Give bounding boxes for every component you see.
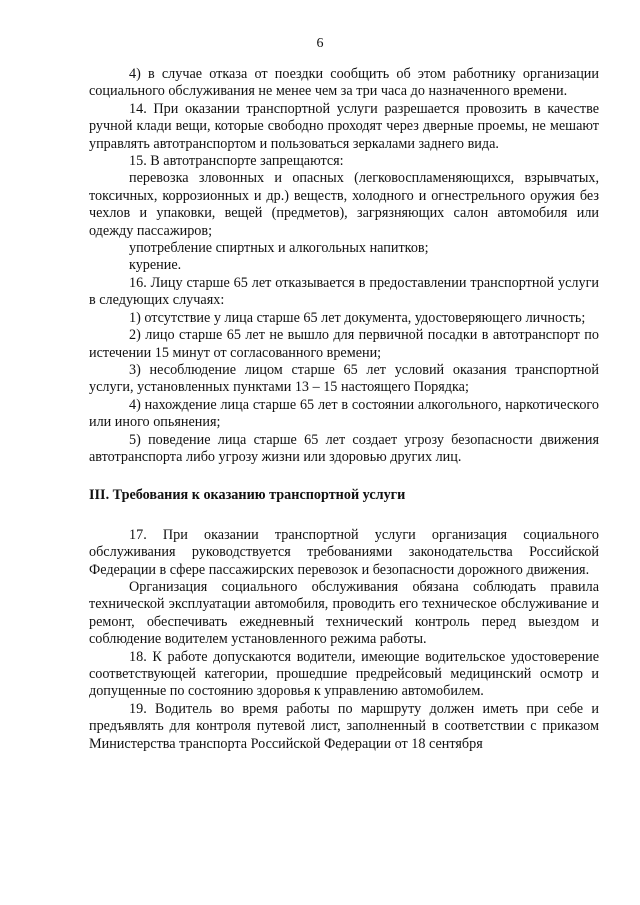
paragraph: 4) в случае отказа от поездки сообщить об этом работнику организации социального обслуживания не менее чем за три часа до назначенного времени. — [89, 66, 599, 100]
paragraph: 2) лицо старше 65 лет не вышло для первичной посадки в автотранспорт по истечении 15 минут от согласованного времени; — [89, 327, 599, 361]
paragraph: 4) нахождение лица старше 65 лет в состоянии алкогольного, наркотического или иного опьянения; — [89, 396, 599, 431]
paragraph: 5) поведение лица старше 65 лет создает угрозу безопасности движения автотранспорта либо угрозу жизни или здоровью других лиц. — [89, 431, 599, 465]
paragraph: Организация социального обслуживания обязана соблюдать правила технической эксплуатации автомобиля, проводить его техническое обслуживание и ремонт, обеспечивать ежедневный технический контроль перед выездом и соблюдение водителем установленного режима работы. — [89, 578, 599, 648]
paragraph: 19. Водитель во время работы по маршруту должен иметь при себе и предъявлять для контроля путевой лист, заполненный в соответствии с приказом Министерства транспорта Российской Федерации от 18 сентября — [89, 700, 599, 752]
paragraph: 3) несоблюдение лицом старше 65 лет условий оказания транспортной услуги, установленных пунктами 13 – 15 настоящего Порядка; — [89, 361, 599, 396]
section-heading: III. Требования к оказанию транспортной услуги — [89, 487, 406, 504]
document-body — [89, 66, 599, 753]
paragraph: перевозка зловонных и опасных (легковоспламеняющихся, взрывчатых, токсичных, коррозионных и др.) веществ, холодного и огнестрельного оружия без чехлов и упаковки, вещей (предметов), загрязняющих салон автомобиля или одежду пассажиров; — [89, 170, 599, 239]
paragraph: 15. В автотранспорте запрещаются: — [129, 153, 344, 170]
paragraph: 18. К работе допускаются водители, имеющие водительское удостоверение соответствующей категории, прошедшие предрейсовый медицинский осмотр и допущенные по состоянию здоровья к управлению автомобилем. — [89, 648, 599, 700]
page-number: 6 — [316, 36, 324, 51]
paragraph: курение. — [129, 257, 182, 274]
paragraph: употребление спиртных и алкогольных напитков; — [129, 240, 429, 257]
paragraph: 14. При оказании транспортной услуги разрешается провозить в качестве ручной клади вещи, которые свободно проходят через дверные проемы, не мешают управлять автотранспортом и пользоваться зеркалами заднего вида. — [89, 100, 599, 152]
paragraph: 16. Лицу старше 65 лет отказывается в предоставлении транспортной услуги в следующих случаях: — [89, 274, 599, 309]
paragraph: 17. При оказании транспортной услуги организация социального обслуживания руководствуется требованиями законодательства Российской Федерации в сфере пассажирских перевозок и безопасности дорожного движения. — [89, 526, 599, 578]
paragraph: 1) отсутствие у лица старше 65 лет документа, удостоверяющего личность; — [129, 309, 586, 326]
